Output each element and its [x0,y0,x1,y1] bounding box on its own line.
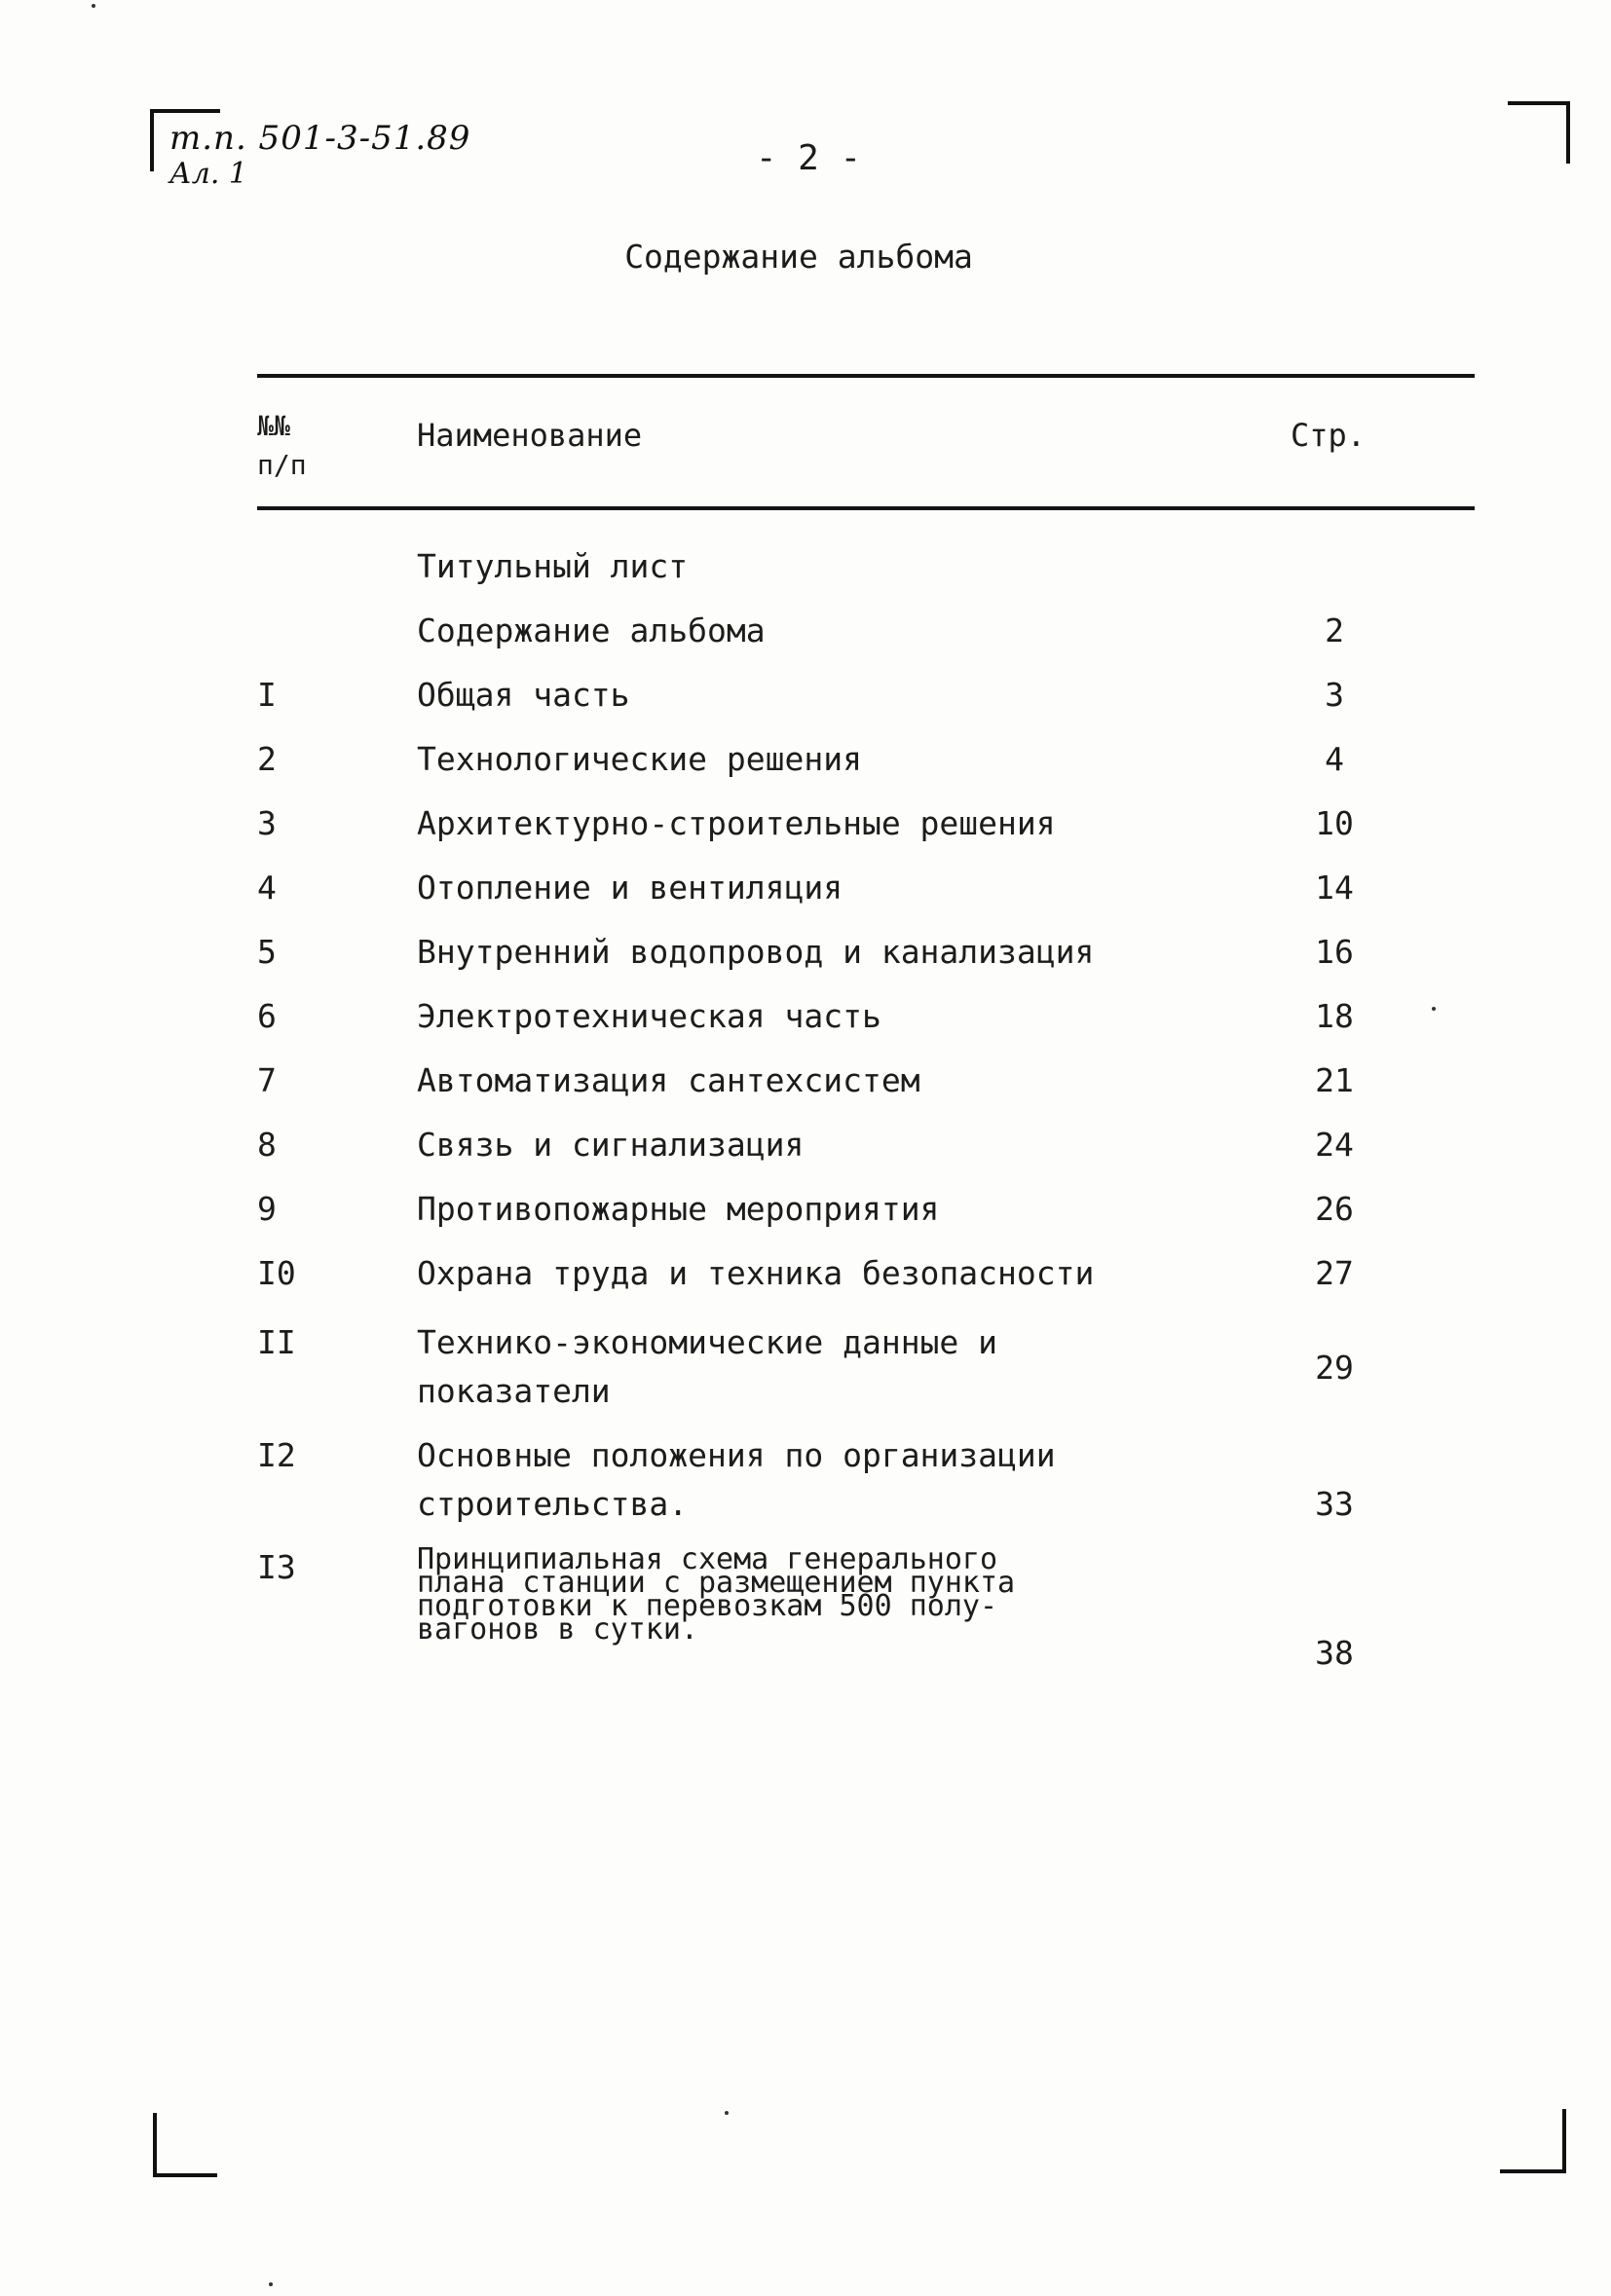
row-page: 16 [1315,933,1354,971]
table-header-rule [257,506,1475,510]
row-name: Титульный лист [417,547,689,585]
document-code: т.п. 501-3-51.89 [169,119,471,158]
corner-mark-top-right [1508,101,1570,164]
row-number: 6 [257,997,277,1035]
row-page: 21 [1315,1061,1354,1099]
column-header-number: №№ п/п [257,410,307,481]
row-name: Отопление и вентиляция [417,869,843,907]
scan-speck [725,2111,729,2115]
page-number: - 2 - [755,138,862,178]
row-page: 2 [1325,611,1344,649]
column-header-page: Стр. [1291,417,1367,454]
document-code-stamp [169,119,470,191]
row-number: 3 [257,804,277,842]
row-page: 24 [1315,1126,1354,1164]
row-name: Противопожарные мероприятия [417,1190,940,1228]
corner-mark-bottom-left [153,2113,217,2177]
row-number: 7 [257,1061,277,1099]
row-number: 8 [257,1126,277,1164]
row-number: 2 [257,740,277,778]
row-name: Автоматизация сантехсистем [417,1061,920,1099]
row-name: Содержание альбома [417,611,766,649]
row-page: 14 [1315,869,1354,907]
row-page: 33 [1315,1485,1354,1523]
scan-speck [92,4,95,8]
column-header-name: Наименование [417,417,643,454]
row-number: I [257,676,277,714]
row-number: 5 [257,933,277,971]
corner-mark-bottom-right [1500,2109,1566,2173]
scan-speck [1432,1007,1436,1011]
row-number: I2 [257,1436,296,1474]
page-title: Содержание альбома [624,238,973,276]
scan-speck [269,2282,273,2286]
row-page: 4 [1325,740,1344,778]
row-name: Основные положения по организации строительства. [417,1436,1056,1523]
row-name: Архитектурно-строительные решения [417,804,1056,842]
row-name: Внутренний водопровод и канализация [417,933,1095,971]
row-page: 18 [1315,997,1354,1035]
row-name: Электротехническая часть [417,997,881,1035]
row-name: Общая часть [417,676,630,714]
row-page: 26 [1315,1190,1354,1228]
row-page: 3 [1325,676,1344,714]
row-name: Связь и сигнализация [417,1126,805,1164]
row-name: Охрана труда и техника безопасности [417,1254,1095,1292]
row-number: I3 [257,1548,296,1586]
table-top-rule [257,374,1475,378]
row-name: Технико-экономические данные и показатели [417,1323,998,1410]
row-page: 38 [1315,1634,1354,1672]
row-name: Технологические решения [417,740,862,778]
row-number: I0 [257,1254,296,1292]
row-page: 10 [1315,804,1354,842]
row-page: 29 [1315,1349,1354,1387]
row-page: 27 [1315,1254,1354,1292]
row-name: Принципиальная схема генерального плана станции с размещением пункта подготовки к перевозкам 500 полу- вагонов в сутки. [417,1542,1016,1647]
album-number: Ал. 1 [169,157,247,191]
row-number: 4 [257,869,277,907]
row-number: II [257,1323,296,1361]
row-number: 9 [257,1190,277,1228]
